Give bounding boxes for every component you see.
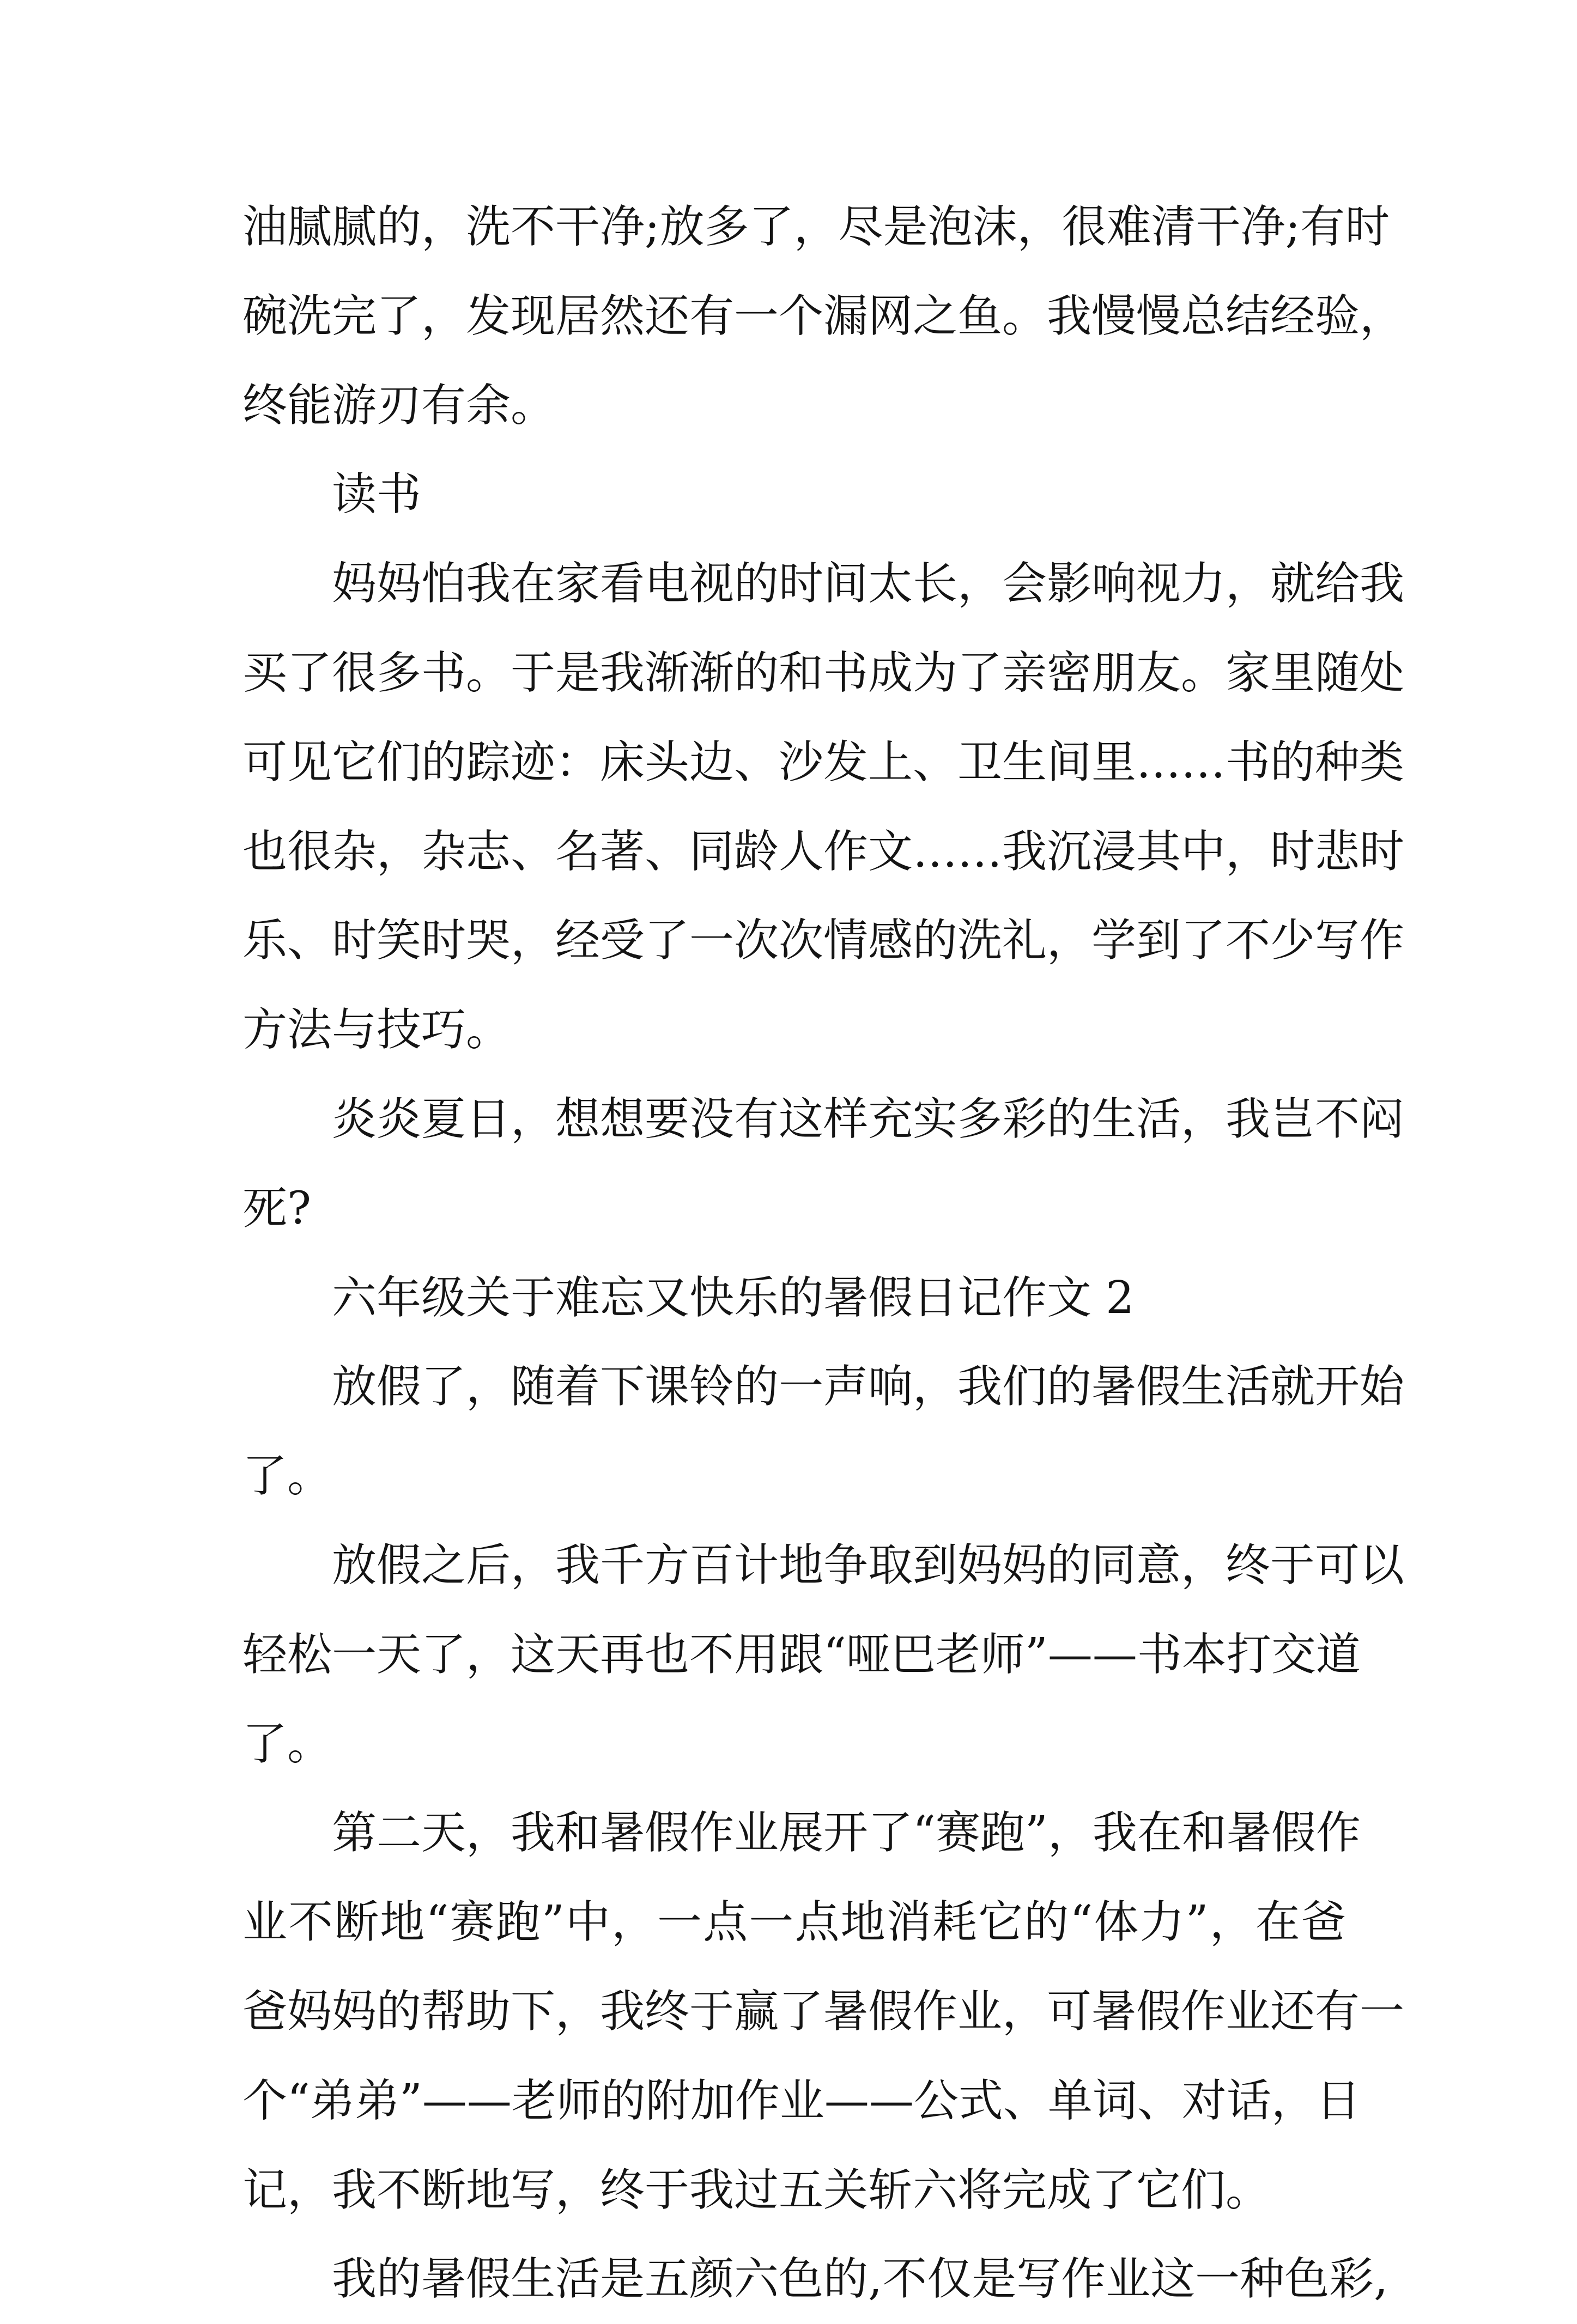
text-line: 可见它们的踪迹：床头边、沙发上、卫生间里……书的种类 <box>242 736 1405 788</box>
text-line: 了。 <box>242 1718 332 1770</box>
text-line: 我的暑假生活是五颜六色的,不仅是写作业这一种色彩, <box>332 2253 1388 2305</box>
text-line: 乐、时笑时哭，经受了一次次情感的洗礼，学到了不少写作 <box>242 915 1405 967</box>
text-line: 妈妈怕我在家看电视的时间太长，会影响视力，就给我 <box>332 558 1405 610</box>
text-line: 六年级关于难忘又快乐的暑假日记作文 2 <box>332 1271 1135 1324</box>
text-line: 终能游刃有余。 <box>242 379 556 431</box>
text-line: 爸妈妈的帮助下，我终于赢了暑假作业，可暑假作业还有一 <box>242 1985 1405 2037</box>
text-line: 了。 <box>242 1450 332 1502</box>
text-line: 买了很多书。于是我渐渐的和书成为了亲密朋友。家里随处 <box>242 647 1405 699</box>
text-line: 方法与技巧。 <box>242 1004 511 1056</box>
text-line: 读书 <box>332 469 422 521</box>
document-body <box>242 182 1405 2324</box>
text-line: 油腻腻的，洗不干净;放多了，尽是泡沫，很难清干净;有时 <box>242 201 1390 253</box>
text-line: 第二天，我和暑假作业展开了“赛跑”，我在和暑假作 <box>332 1807 1361 1859</box>
text-line: 个“弟弟”——老师的附加作业——公式、单词、对话，日 <box>242 2074 1361 2127</box>
text-line: 轻松一天了，这天再也不用跟“哑巴老师”——书本打交道 <box>242 1628 1361 1681</box>
text-line: 记，我不断地写，终于我过五关斩六将完成了它们。 <box>242 2164 1271 2216</box>
text-line: 死? <box>242 1182 311 1234</box>
text-line: 炎炎夏日，想想要没有这样充实多彩的生活，我岂不闷 <box>332 1093 1405 1145</box>
text-line: 业不断地“赛跑”中，一点一点地消耗它的“体力”，在爸 <box>242 1896 1346 1949</box>
text-line: 放假之后，我千方百计地争取到妈妈的同意，终于可以 <box>332 1539 1405 1591</box>
text-line: 碗洗完了，发现居然还有一个漏网之鱼。我慢慢总结经验， <box>242 290 1405 342</box>
text-line: 放假了，随着下课铃的一声响，我们的暑假生活就开始 <box>332 1361 1405 1413</box>
text-line: 也很杂，杂志、名著、同龄人作文……我沉浸其中，时悲时 <box>242 825 1405 878</box>
